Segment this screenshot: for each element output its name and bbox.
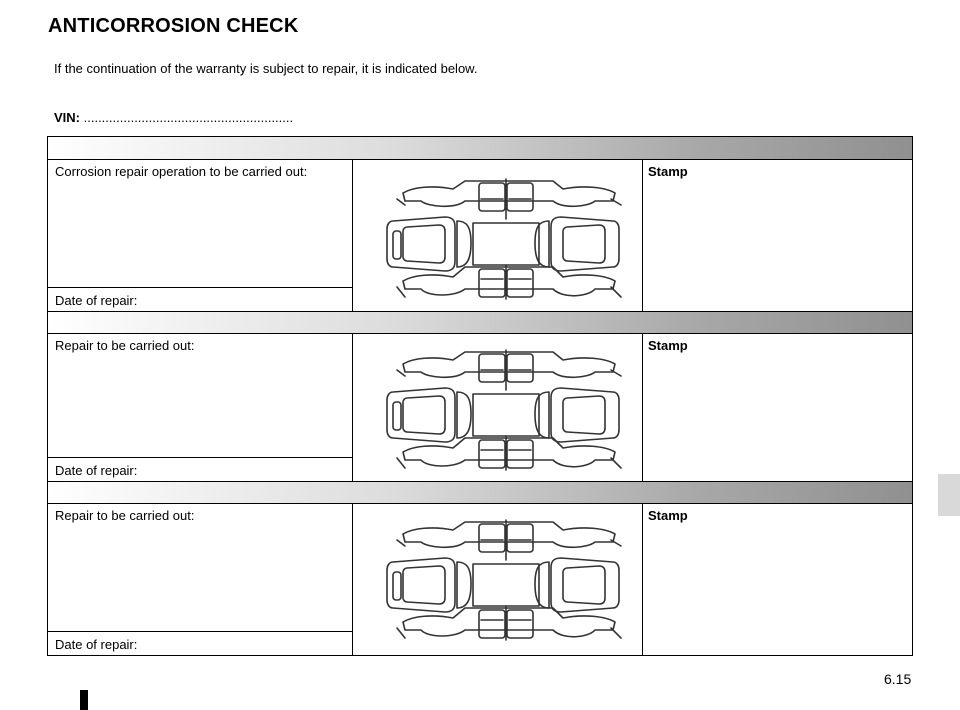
vin-field[interactable]: .......................................................... <box>83 110 294 125</box>
date-of-repair-cell[interactable] <box>48 287 352 311</box>
date-of-repair-label: Date of repair: <box>55 463 138 478</box>
stamp-label: Stamp <box>648 338 688 353</box>
corner-mark <box>80 690 88 710</box>
intro-text: If the continuation of the warranty is subject to repair, it is indicated below. <box>54 61 478 76</box>
operation-label: Corrosion repair operation to be carried out: <box>55 164 308 179</box>
column-divider <box>642 333 643 481</box>
stamp-label: Stamp <box>648 508 688 523</box>
chapter-tab <box>938 474 960 516</box>
vin-label: VIN: <box>54 110 80 125</box>
section-header-band <box>48 312 912 334</box>
column-divider <box>642 503 643 655</box>
vehicle-body-diagram-icon[interactable] <box>383 342 623 472</box>
page-number: 6.15 <box>884 671 912 687</box>
operation-cell[interactable] <box>48 333 353 481</box>
section-header-band <box>48 482 912 504</box>
operation-cell[interactable] <box>48 503 353 655</box>
date-of-repair-label: Date of repair: <box>55 293 138 308</box>
date-of-repair-cell[interactable] <box>48 631 352 655</box>
section-header-band <box>48 137 912 160</box>
column-divider <box>642 159 643 311</box>
operation-cell[interactable] <box>48 159 353 311</box>
repair-section-3 <box>48 503 912 655</box>
vehicle-body-diagram-icon[interactable] <box>383 171 623 301</box>
page-title: ANTICORROSION CHECK <box>48 15 299 37</box>
vehicle-body-diagram-icon[interactable] <box>383 512 623 642</box>
date-of-repair-label: Date of repair: <box>55 637 138 652</box>
date-of-repair-cell[interactable] <box>48 457 352 481</box>
repair-section-1 <box>48 159 912 312</box>
anticorrosion-form <box>47 136 913 656</box>
vin-line <box>54 110 293 125</box>
repair-section-2 <box>48 333 912 482</box>
stamp-label: Stamp <box>648 164 688 179</box>
operation-label: Repair to be carried out: <box>55 338 195 353</box>
operation-label: Repair to be carried out: <box>55 508 195 523</box>
